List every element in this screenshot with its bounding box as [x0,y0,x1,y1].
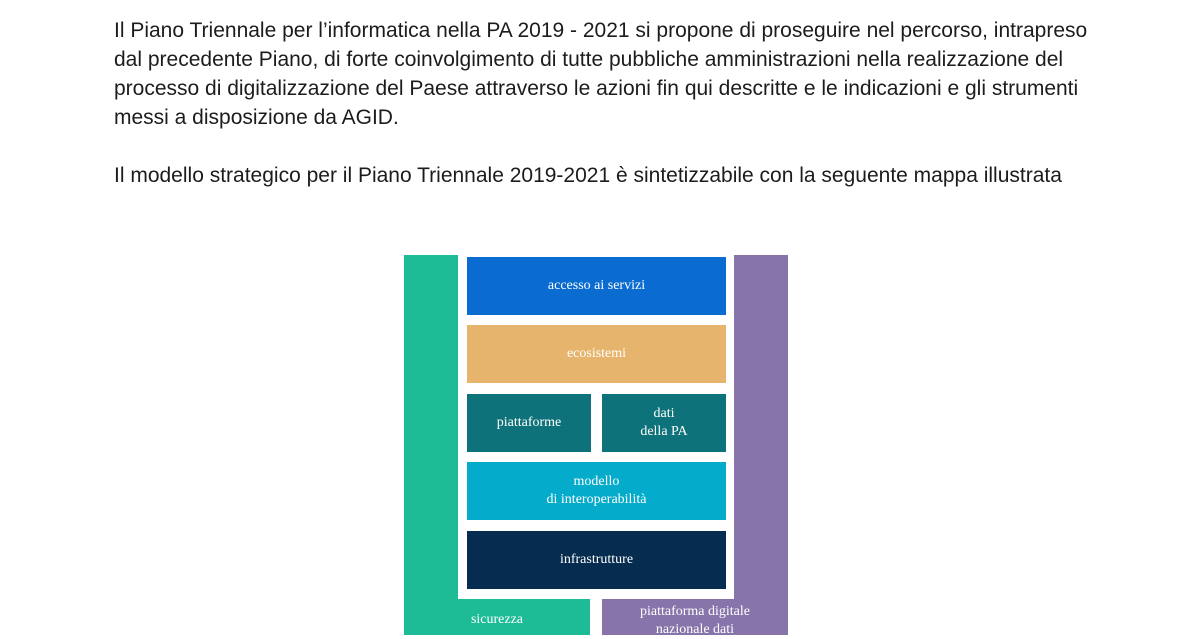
block-dati-pa: dati della PA [602,394,726,452]
intro-paragraph: Il Piano Triennale per l’informatica nella PA 2019 - 2021 si propone di proseguire nel percorso, intrapreso dal precedente Piano, di forte coinvolgimento di tutte pubbliche amministrazioni nella realizzazione del processo di digitalizzazione del Paese attraverso le azioni fin qui descritte e le indicazioni e gli strumenti messi a disposizione da AGID. [114,19,1088,129]
block-ecosistemi: ecosistemi [467,325,726,383]
block-piattaforme: piattaforme [467,394,591,452]
block-infrastrutture: infrastrutture [467,531,726,589]
data-platform-column [734,255,788,635]
security-column [404,255,458,635]
block-sicurezza: sicurezza [404,599,590,635]
block-modello-interoperabilita: modello di interoperabilità [467,462,726,520]
block-accesso-servizi: accesso ai servizi [467,257,726,315]
strategic-model-diagram [404,255,788,635]
model-paragraph: Il modello strategico per il Piano Triennale 2019-2021 è sintetizzabile con la seguente mappa illustrata [114,164,1062,187]
block-piattaforma-digitale-nazionale-dati: piattaforma digitale nazionale dati [602,599,788,635]
